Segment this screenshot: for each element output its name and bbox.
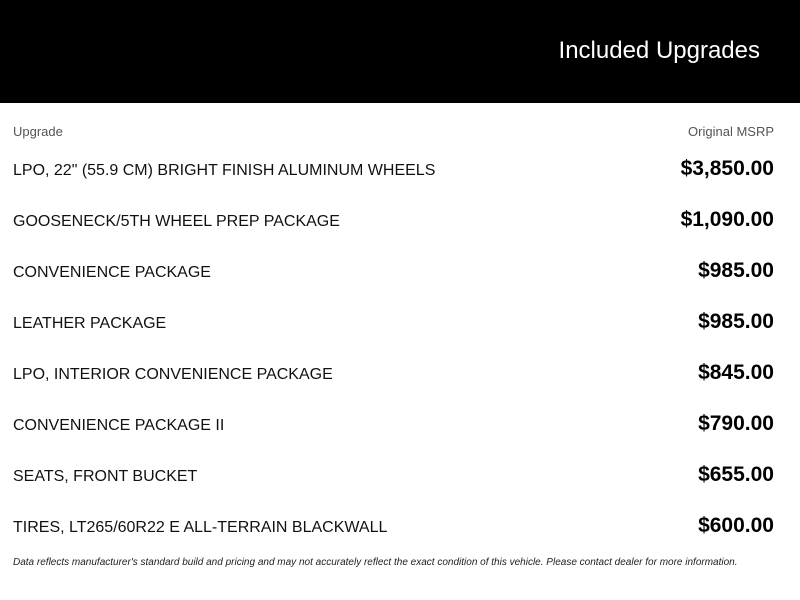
upgrade-name: LEATHER PACKAGE — [13, 315, 167, 332]
upgrade-name: LPO, 22" (55.9 CM) BRIGHT FINISH ALUMINUM WHEELS — [13, 162, 436, 179]
upgrade-price: $655.00 — [698, 463, 774, 486]
table-row — [13, 303, 774, 354]
upgrade-name: LPO, INTERIOR CONVENIENCE PACKAGE — [13, 366, 333, 383]
upgrade-price: $790.00 — [698, 412, 774, 435]
upgrades-list — [13, 150, 774, 558]
upgrade-price: $845.00 — [698, 361, 774, 384]
upgrade-price: $600.00 — [698, 514, 774, 537]
upgrade-price: $985.00 — [698, 310, 774, 333]
column-header-upgrade: Upgrade — [13, 124, 63, 139]
page-title: Included Upgrades — [558, 37, 760, 64]
table-row — [13, 201, 774, 252]
upgrade-name: SEATS, FRONT BUCKET — [13, 468, 198, 485]
upgrade-name: TIRES, LT265/60R22 E ALL-TERRAIN BLACKWALL — [13, 519, 388, 536]
header-bar — [0, 0, 800, 103]
table-row — [13, 354, 774, 405]
table-row — [13, 456, 774, 507]
table-row — [13, 405, 774, 456]
column-header-msrp: Original MSRP — [688, 124, 774, 139]
table-header — [13, 124, 774, 142]
upgrade-price: $985.00 — [698, 259, 774, 282]
table-row — [13, 507, 774, 558]
disclaimer-text: Data reflects manufacturer's standard build and pricing and may not accurately reflect the exact condition of this vehicle. Please contact dealer for more information. — [13, 557, 738, 568]
table-row — [13, 252, 774, 303]
upgrade-name: CONVENIENCE PACKAGE — [13, 264, 211, 281]
upgrade-name: CONVENIENCE PACKAGE II — [13, 417, 225, 434]
upgrade-price: $1,090.00 — [680, 208, 774, 231]
upgrade-price: $3,850.00 — [680, 157, 774, 180]
table-row — [13, 150, 774, 201]
upgrade-name: GOOSENECK/5TH WHEEL PREP PACKAGE — [13, 213, 340, 230]
